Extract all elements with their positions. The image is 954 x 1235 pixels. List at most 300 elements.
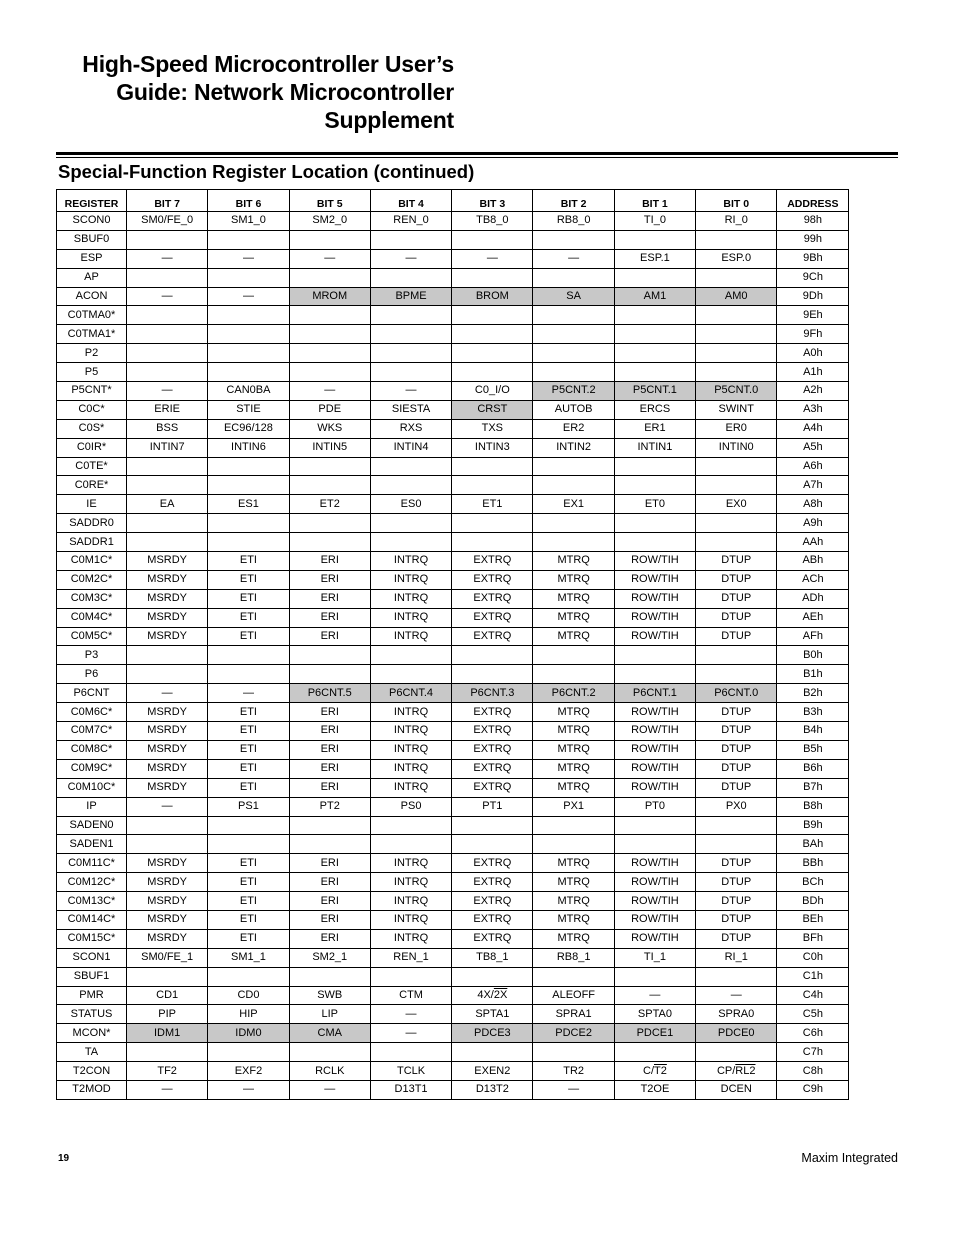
bit-cell: TF2	[127, 1062, 208, 1081]
table-row	[57, 986, 849, 1005]
bit-cell: AM1	[614, 287, 695, 306]
address-cell: C5h	[777, 1005, 849, 1024]
bit-cell: EC96/128	[208, 419, 289, 438]
bit-cell: ETI	[208, 703, 289, 722]
table-row	[57, 797, 849, 816]
table-row	[57, 457, 849, 476]
bit-cell: DTUP	[696, 892, 777, 911]
table-row	[57, 363, 849, 382]
address-cell: 9Eh	[777, 306, 849, 325]
bit-cell: TI_1	[614, 948, 695, 967]
table-row	[57, 268, 849, 287]
register-name-cell: C0M10C*	[57, 778, 127, 797]
bit-cell	[370, 457, 451, 476]
address-cell: AAh	[777, 533, 849, 552]
register-name-cell: C0M8C*	[57, 740, 127, 759]
address-cell: BFh	[777, 929, 849, 948]
bit-cell: DTUP	[696, 589, 777, 608]
bit-cell: EXTRQ	[452, 589, 533, 608]
bit-cell	[533, 230, 614, 249]
register-name-cell: C0M13C*	[57, 892, 127, 911]
register-name-cell: IE	[57, 495, 127, 514]
address-cell: AEh	[777, 608, 849, 627]
bit-cell	[452, 835, 533, 854]
bit-cell: MSRDY	[127, 778, 208, 797]
bit-cell: ROW/TIH	[614, 759, 695, 778]
bit-cell: P6CNT.1	[614, 684, 695, 703]
bit-cell: RB8_1	[533, 948, 614, 967]
bit-cell: INTIN7	[127, 438, 208, 457]
bit-cell	[696, 646, 777, 665]
address-cell: B3h	[777, 703, 849, 722]
bit-cell	[370, 325, 451, 344]
bit-cell	[533, 476, 614, 495]
bit-cell: DTUP	[696, 627, 777, 646]
bit-cell	[289, 325, 370, 344]
register-name-cell: AP	[57, 268, 127, 287]
address-cell: A2h	[777, 382, 849, 401]
bit-cell: DTUP	[696, 740, 777, 759]
bit-cell: IDM1	[127, 1024, 208, 1043]
address-cell: A4h	[777, 419, 849, 438]
bit-cell: DTUP	[696, 873, 777, 892]
bit-cell: EXTRQ	[452, 929, 533, 948]
document-title-line: Supplement	[324, 107, 454, 133]
bit-cell: ROW/TIH	[614, 929, 695, 948]
bit-cell: DCEN	[696, 1080, 777, 1099]
address-cell: A9h	[777, 514, 849, 533]
bit-cell	[289, 835, 370, 854]
bit-cell: EXTRQ	[452, 722, 533, 741]
bit-cell	[289, 457, 370, 476]
bit-cell: ROW/TIH	[614, 703, 695, 722]
bit-cell	[452, 476, 533, 495]
bit-cell	[370, 533, 451, 552]
bit-cell: ETI	[208, 552, 289, 571]
bit-cell	[370, 967, 451, 986]
register-name-cell: C0TMA0*	[57, 306, 127, 325]
column-header: BIT 0	[696, 190, 777, 212]
bit-cell	[370, 816, 451, 835]
bit-cell	[533, 967, 614, 986]
bit-cell: EXTRQ	[452, 759, 533, 778]
bit-cell	[208, 1043, 289, 1062]
section-title: Special-Function Register Location (continued)	[58, 161, 475, 182]
bit-cell	[452, 230, 533, 249]
table-row	[57, 495, 849, 514]
bit-cell: MTRQ	[533, 552, 614, 571]
bit-cell	[127, 835, 208, 854]
bit-cell	[452, 325, 533, 344]
register-name-cell: C0TMA1*	[57, 325, 127, 344]
bit-cell	[127, 967, 208, 986]
bit-cell	[614, 230, 695, 249]
bit-cell: —	[208, 249, 289, 268]
bit-cell	[696, 476, 777, 495]
bit-cell: INTIN1	[614, 438, 695, 457]
register-name-cell: P5	[57, 363, 127, 382]
register-name-cell: C0M5C*	[57, 627, 127, 646]
bit-cell: EXTRQ	[452, 740, 533, 759]
bit-cell: DTUP	[696, 552, 777, 571]
bit-cell: MSRDY	[127, 910, 208, 929]
bit-cell: C/T2	[614, 1062, 695, 1081]
bit-cell: PDCE1	[614, 1024, 695, 1043]
bit-cell	[127, 457, 208, 476]
bit-cell: MSRDY	[127, 552, 208, 571]
table-row	[57, 948, 849, 967]
bit-cell: ES0	[370, 495, 451, 514]
bit-cell: —	[370, 1024, 451, 1043]
bit-cell	[614, 646, 695, 665]
bit-cell: P5CNT.1	[614, 382, 695, 401]
bit-cell: EXTRQ	[452, 873, 533, 892]
bit-cell	[289, 646, 370, 665]
address-cell: BBh	[777, 854, 849, 873]
bit-cell: SM2_0	[289, 212, 370, 231]
bit-cell	[127, 665, 208, 684]
bit-cell: MTRQ	[533, 892, 614, 911]
bit-cell	[614, 306, 695, 325]
bit-cell: INTRQ	[370, 589, 451, 608]
bit-cell: P6CNT.5	[289, 684, 370, 703]
bit-cell: ROW/TIH	[614, 608, 695, 627]
bit-cell: PDCE2	[533, 1024, 614, 1043]
bit-cell: MTRQ	[533, 854, 614, 873]
address-cell: A1h	[777, 363, 849, 382]
bit-cell: MSRDY	[127, 759, 208, 778]
bit-cell: P6CNT.3	[452, 684, 533, 703]
bit-cell: —	[127, 287, 208, 306]
bit-cell: BROM	[452, 287, 533, 306]
table-row	[57, 929, 849, 948]
table-row	[57, 816, 849, 835]
bit-cell: T2OE	[614, 1080, 695, 1099]
bit-cell	[289, 533, 370, 552]
bit-cell: ROW/TIH	[614, 740, 695, 759]
bit-cell: EXTRQ	[452, 703, 533, 722]
bit-cell: ERI	[289, 570, 370, 589]
bit-cell: ROW/TIH	[614, 570, 695, 589]
bit-cell: SIESTA	[370, 400, 451, 419]
bit-cell	[696, 344, 777, 363]
register-name-cell: C0C*	[57, 400, 127, 419]
table-row	[57, 382, 849, 401]
bit-cell: ERI	[289, 703, 370, 722]
register-name-cell: C0S*	[57, 419, 127, 438]
table-row	[57, 1024, 849, 1043]
bit-cell: INTIN2	[533, 438, 614, 457]
bit-cell: ES1	[208, 495, 289, 514]
bit-cell: EXTRQ	[452, 910, 533, 929]
bit-cell	[533, 1043, 614, 1062]
bit-cell	[452, 1043, 533, 1062]
bit-cell	[370, 514, 451, 533]
bit-cell: MTRQ	[533, 778, 614, 797]
bit-cell: MSRDY	[127, 722, 208, 741]
bit-cell	[370, 268, 451, 287]
address-cell: B9h	[777, 816, 849, 835]
bit-cell: DTUP	[696, 608, 777, 627]
table-row	[57, 1005, 849, 1024]
bit-cell	[452, 306, 533, 325]
address-cell: ABh	[777, 552, 849, 571]
bit-cell	[614, 325, 695, 344]
table-row	[57, 570, 849, 589]
bit-cell: PDE	[289, 400, 370, 419]
register-name-cell: C0RE*	[57, 476, 127, 495]
bit-cell	[614, 514, 695, 533]
bit-cell: ERI	[289, 627, 370, 646]
bit-cell	[452, 533, 533, 552]
bit-cell	[208, 816, 289, 835]
bit-cell: INTIN0	[696, 438, 777, 457]
bit-cell: RB8_0	[533, 212, 614, 231]
bit-cell	[614, 533, 695, 552]
table-row	[57, 722, 849, 741]
bit-cell: ETI	[208, 722, 289, 741]
bit-cell: MSRDY	[127, 873, 208, 892]
bit-cell	[614, 835, 695, 854]
bit-cell	[127, 268, 208, 287]
bit-cell: SA	[533, 287, 614, 306]
register-table-body	[57, 212, 849, 1100]
bit-cell: ESP.1	[614, 249, 695, 268]
bit-cell	[696, 835, 777, 854]
bit-cell	[208, 476, 289, 495]
register-name-cell: T2CON	[57, 1062, 127, 1081]
bit-cell: CD0	[208, 986, 289, 1005]
bit-cell: ETI	[208, 608, 289, 627]
table-row	[57, 665, 849, 684]
bit-cell: INTRQ	[370, 759, 451, 778]
address-cell: C0h	[777, 948, 849, 967]
bit-cell	[127, 230, 208, 249]
bit-cell	[289, 230, 370, 249]
bit-cell	[127, 646, 208, 665]
bit-cell	[452, 268, 533, 287]
register-name-cell: T2MOD	[57, 1080, 127, 1099]
bit-cell	[127, 514, 208, 533]
bit-cell: MSRDY	[127, 740, 208, 759]
bit-cell: PT0	[614, 797, 695, 816]
address-cell: A6h	[777, 457, 849, 476]
register-name-cell: P5CNT*	[57, 382, 127, 401]
bit-cell	[696, 967, 777, 986]
column-header: REGISTER	[57, 190, 127, 212]
bit-cell	[452, 646, 533, 665]
bit-cell	[289, 306, 370, 325]
table-row	[57, 759, 849, 778]
register-name-cell: TA	[57, 1043, 127, 1062]
bit-cell: —	[127, 797, 208, 816]
register-name-cell: P6	[57, 665, 127, 684]
bit-cell: INTRQ	[370, 778, 451, 797]
bit-cell	[533, 457, 614, 476]
bit-cell: —	[127, 684, 208, 703]
address-cell: B1h	[777, 665, 849, 684]
bit-cell	[127, 476, 208, 495]
bit-cell: CTM	[370, 986, 451, 1005]
bit-cell: ERI	[289, 552, 370, 571]
bit-cell: ERCS	[614, 400, 695, 419]
bit-cell: —	[533, 1080, 614, 1099]
bit-cell: MTRQ	[533, 703, 614, 722]
bit-cell: ETI	[208, 759, 289, 778]
bit-cell: TCLK	[370, 1062, 451, 1081]
bit-cell: LIP	[289, 1005, 370, 1024]
bit-cell	[370, 344, 451, 363]
register-name-cell: C0M7C*	[57, 722, 127, 741]
bit-cell: ESP.0	[696, 249, 777, 268]
bit-cell: INTRQ	[370, 552, 451, 571]
column-header: BIT 5	[289, 190, 370, 212]
register-name-cell: C0M15C*	[57, 929, 127, 948]
register-name-cell: C0M12C*	[57, 873, 127, 892]
bit-cell: EXEN2	[452, 1062, 533, 1081]
bit-cell: SWINT	[696, 400, 777, 419]
bit-cell: —	[208, 287, 289, 306]
bit-cell	[208, 835, 289, 854]
bit-cell	[127, 344, 208, 363]
bit-cell: CP/RL2	[696, 1062, 777, 1081]
bit-cell: MSRDY	[127, 608, 208, 627]
bit-cell: MSRDY	[127, 627, 208, 646]
bit-cell	[533, 306, 614, 325]
bit-cell	[696, 363, 777, 382]
bit-cell	[370, 476, 451, 495]
bit-cell: ETI	[208, 929, 289, 948]
page-number: 19	[58, 1153, 70, 1164]
bit-cell	[289, 268, 370, 287]
bit-cell	[533, 816, 614, 835]
register-name-cell: P3	[57, 646, 127, 665]
column-header: BIT 3	[452, 190, 533, 212]
bit-cell: INTIN3	[452, 438, 533, 457]
bit-cell	[208, 268, 289, 287]
register-name-cell: C0M4C*	[57, 608, 127, 627]
address-cell: C8h	[777, 1062, 849, 1081]
bit-cell	[614, 476, 695, 495]
bit-cell: MROM	[289, 287, 370, 306]
bit-cell: ROW/TIH	[614, 552, 695, 571]
bit-cell: —	[370, 249, 451, 268]
bit-cell	[370, 363, 451, 382]
section-divider-thin	[56, 157, 898, 158]
bit-cell: DTUP	[696, 703, 777, 722]
bit-cell: —	[208, 684, 289, 703]
register-name-cell: C0M11C*	[57, 854, 127, 873]
bit-cell	[370, 230, 451, 249]
bit-cell: INTRQ	[370, 608, 451, 627]
address-cell: C1h	[777, 967, 849, 986]
address-cell: C7h	[777, 1043, 849, 1062]
bit-cell: EXF2	[208, 1062, 289, 1081]
bit-cell	[127, 533, 208, 552]
bit-cell: RI_1	[696, 948, 777, 967]
table-row	[57, 230, 849, 249]
table-row	[57, 249, 849, 268]
footer-brand: Maxim Integrated	[801, 1151, 898, 1165]
bit-cell	[533, 514, 614, 533]
bit-cell: ETI	[208, 589, 289, 608]
bit-cell: EA	[127, 495, 208, 514]
bit-cell	[452, 665, 533, 684]
bit-cell: CRST	[452, 400, 533, 419]
bit-cell: EXTRQ	[452, 778, 533, 797]
register-name-cell: ACON	[57, 287, 127, 306]
address-cell: 9Fh	[777, 325, 849, 344]
bit-cell: SM0/FE_1	[127, 948, 208, 967]
bit-cell	[370, 306, 451, 325]
bit-cell: —	[614, 986, 695, 1005]
bit-cell: ROW/TIH	[614, 910, 695, 929]
bit-cell: AM0	[696, 287, 777, 306]
bit-cell: ERI	[289, 873, 370, 892]
bit-cell: ALEOFF	[533, 986, 614, 1005]
address-cell: A8h	[777, 495, 849, 514]
bit-cell: ROW/TIH	[614, 778, 695, 797]
bit-cell	[696, 306, 777, 325]
bit-cell: ROW/TIH	[614, 589, 695, 608]
bit-cell: TB8_0	[452, 212, 533, 231]
bit-cell: —	[533, 249, 614, 268]
bit-cell: PT2	[289, 797, 370, 816]
bit-cell: SM1_0	[208, 212, 289, 231]
bit-cell: C0_I/O	[452, 382, 533, 401]
bit-cell	[208, 967, 289, 986]
bit-cell	[289, 665, 370, 684]
bit-cell: —	[208, 1080, 289, 1099]
bit-cell: EXTRQ	[452, 892, 533, 911]
bit-cell: INTIN4	[370, 438, 451, 457]
bit-cell	[208, 646, 289, 665]
bit-cell: INTIN6	[208, 438, 289, 457]
table-row	[57, 967, 849, 986]
bit-cell	[533, 363, 614, 382]
bit-cell	[127, 363, 208, 382]
bit-cell	[614, 1043, 695, 1062]
bit-cell: REN_1	[370, 948, 451, 967]
table-row	[57, 344, 849, 363]
register-name-cell: PMR	[57, 986, 127, 1005]
bit-cell	[208, 533, 289, 552]
address-cell: 9Ch	[777, 268, 849, 287]
bit-cell: INTRQ	[370, 740, 451, 759]
bit-cell	[614, 967, 695, 986]
bit-cell: INTRQ	[370, 703, 451, 722]
bit-cell	[533, 325, 614, 344]
bit-cell	[208, 457, 289, 476]
table-row	[57, 212, 849, 231]
bit-cell	[208, 344, 289, 363]
bit-cell: ETI	[208, 873, 289, 892]
bit-cell	[614, 816, 695, 835]
table-row	[57, 608, 849, 627]
bit-cell: EXTRQ	[452, 854, 533, 873]
document-title-line: Guide: Network Microcontroller	[116, 79, 454, 105]
table-row	[57, 438, 849, 457]
table-header-row	[57, 190, 849, 212]
column-header: BIT 4	[370, 190, 451, 212]
bit-cell: PS1	[208, 797, 289, 816]
bit-cell: STIE	[208, 400, 289, 419]
bit-cell: ERI	[289, 778, 370, 797]
register-name-cell: SBUF0	[57, 230, 127, 249]
bit-cell: ERI	[289, 740, 370, 759]
bit-cell: ET2	[289, 495, 370, 514]
table-row	[57, 873, 849, 892]
